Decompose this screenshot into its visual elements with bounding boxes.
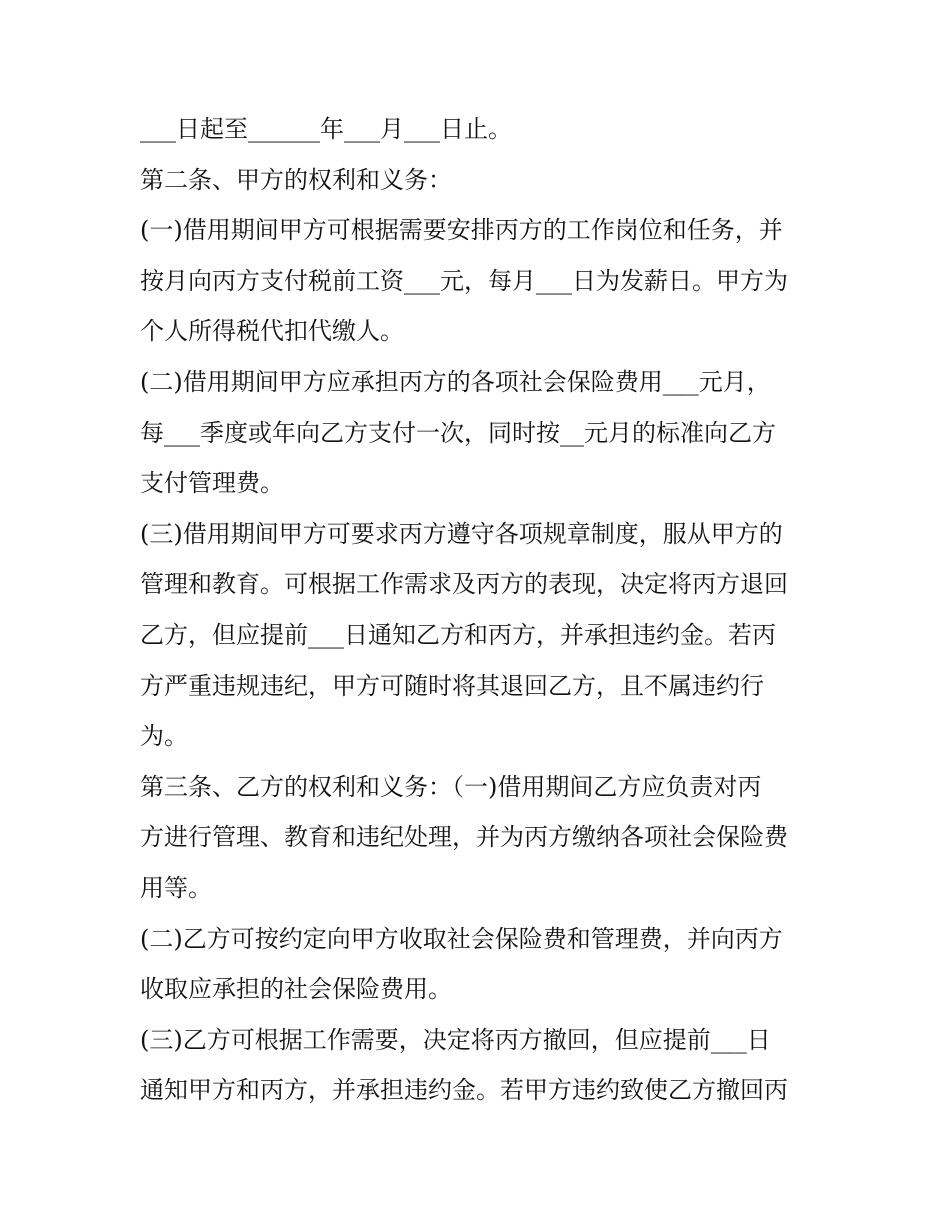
- text-line: 支付管理费。: [140, 469, 284, 498]
- text-line: 收取应承担的社会保险费用。: [140, 975, 452, 1004]
- text-line: 乙方，但应提前___日通知乙方和丙方，并承担违约金。若丙: [140, 620, 776, 649]
- section-heading: 第二条、甲方的权利和义务：: [140, 165, 452, 194]
- text-line: 方进行管理、教育和违纪处理，并为丙方缴纳各项社会保险费: [140, 823, 788, 852]
- text-line: (一)借用期间甲方可根据需要安排丙方的工作岗位和任务，并: [140, 216, 783, 245]
- text-line: 方严重违规违纪，甲方可随时将其退回乙方，且不属违约行: [140, 671, 764, 700]
- text-line: 管理和教育。可根据工作需求及丙方的表现，决定将丙方退回: [140, 570, 788, 599]
- text-line: (三)借用期间甲方可要求丙方遵守各项规章制度，服从甲方的: [140, 519, 783, 548]
- text-line: 用等。: [140, 873, 212, 902]
- text-line: ___日起至______年___月___日止。: [140, 115, 512, 143]
- text-line: 按月向丙方支付税前工资___元，每月___日为发薪日。甲方为: [140, 266, 788, 295]
- text-line: 每___季度或年向乙方支付一次，同时按__元月的标准向乙方: [140, 418, 776, 447]
- text-line: 为。: [140, 722, 188, 751]
- text-line: 个人所得税代扣代缴人。: [140, 317, 404, 346]
- text-line: (三)乙方可根据工作需要，决定将丙方撤回，但应提前___日: [140, 1025, 771, 1054]
- text-line: (二)借用期间甲方应承担丙方的各项社会保险费用___元月，: [140, 367, 771, 396]
- text-line: (二)乙方可按约定向甲方收取社会保险费和管理费，并向丙方: [140, 924, 783, 953]
- text-line: 通知甲方和丙方，并承担违约金。若甲方违约致使乙方撤回丙: [140, 1076, 788, 1105]
- section-heading: 第三条、乙方的权利和义务：（一)借用期间乙方应负责对丙: [140, 772, 762, 801]
- contract-text: [140, 104, 820, 1116]
